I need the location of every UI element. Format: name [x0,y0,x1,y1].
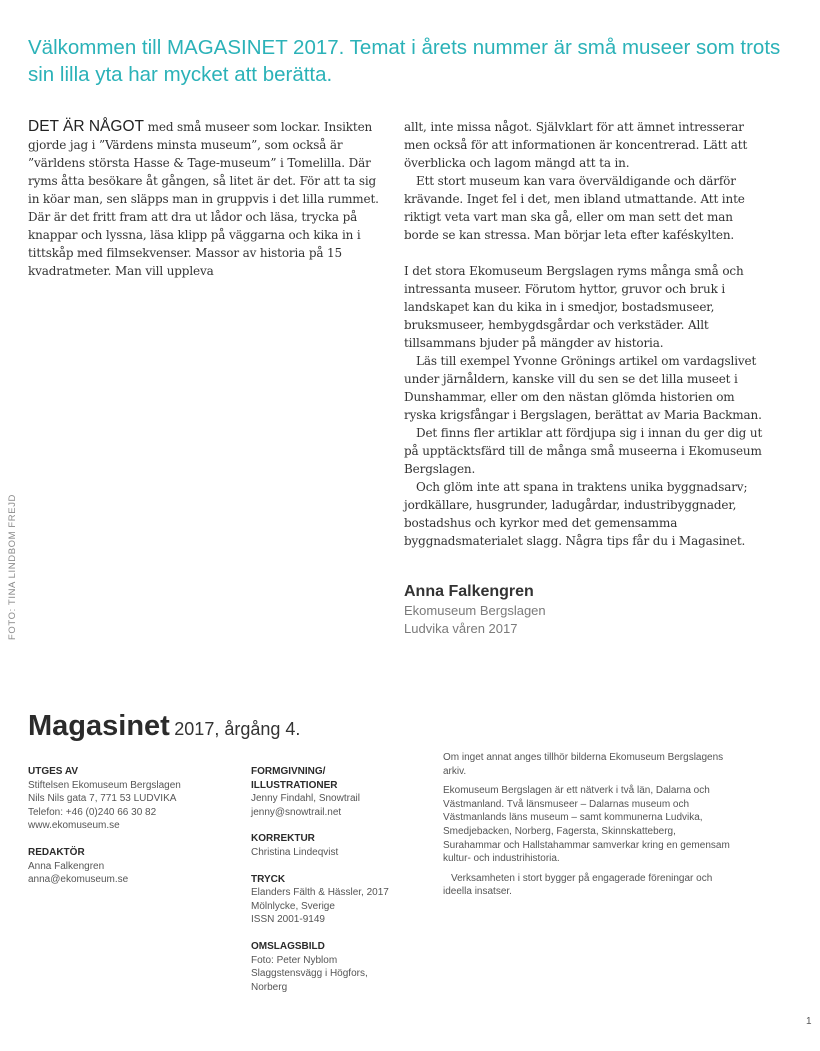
credits-line: Telefon: +46 (0)240 66 30 82 [28,806,157,818]
article-dropcap: DET ÄR NÅGOT [28,118,144,135]
article-column-left [28,118,390,280]
article-paragraph: Det finns fler artiklar att fördjupa sig i innan du ger dig ut på upptäcktsfärd till de många små museerna i Ekomuseum Bergslagen. [404,426,763,476]
about-paragraph: Verksamheten i stort bygger på engagerade föreningar och ideella insatser. [443,872,713,898]
credits-line: Christina Lindeqvist [251,846,339,858]
article-paragraph: Ett stort museum kan vara överväldigande och därför krävande. Inget fel i det, men ibland utmattande. Att inte riktigt veta vart man ska gå, eller om man sett det man borde se kan stressa. Man börjar leta efter kaféskylten. [404,174,745,242]
credits-column-1 [28,765,238,900]
credits-heading: OMSLAGSBILD [251,940,325,952]
credits-heading: ILLUSTRATIONER [251,779,338,791]
credits-line: Elanders Fälth & Hässler, 2017 [251,887,389,899]
article-paragraph: Och glöm inte att spana in traktens unika byggnadsarv; jordkällare, husgrunder, ladugårdar, industribyggnader, bostadshus och kyrkor med det gemensamma byggnadsmaterialet slagg. Några tips får du i Magasinet. [404,480,748,548]
credits-heading: REDAKTÖR [28,846,85,858]
credits-line: anna@ekomuseum.se [28,874,129,886]
masthead-name: Magasinet [28,710,170,742]
credits-heading: KORREKTUR [251,833,315,845]
signature-name: Anna Falkengren [404,583,534,600]
about-text [443,751,733,899]
signature-place-date: Ludvika våren 2017 [404,621,518,636]
credits-heading: UTGES AV [28,766,79,777]
credits-line: Foto: Peter Nyblom [251,954,338,966]
credits-column-2 [251,765,431,1007]
credits-line: Slaggstensvägg i Högfors, [251,968,368,980]
article-paragraph: I det stora Ekomuseum Bergslagen ryms många små och intressanta museer. Förutom hyttor, gruvor och bruk i landskapet kan du kika in i smedjor, bostadsmuseer, bruksmuseer, hembygdsgårdar och verkstäder. Allt tillsammans bjuder på mängder av historia. [404,264,744,350]
credits-line: Norberg [251,981,288,993]
credits-line: jenny@snowtrail.net [251,806,342,818]
credits-print [251,873,431,927]
masthead-title [28,710,300,743]
credits-line: Stiftelsen Ekomuseum Bergslagen [28,779,181,791]
credits-publisher [28,765,238,833]
masthead-year: 2017, årgång 4. [174,719,301,739]
credits-line: Anna Falkengren [28,860,105,872]
article-opening-paragraph [28,118,390,280]
credits-cover [251,940,431,994]
article-column-right [404,118,766,550]
credits-line: Mölnlycke, Sverige [251,900,335,912]
article-opening-text: med små museer som lockar. Insikten gjorde jag i ”Värdens minsta museum”, som också är ”världens största Hasse & Tage-museum” i Tomelilla. Där ryms åtta besökare åt gången, så litet är det. För att ta sig in köar man, sen släpps man in gruppvis i det lilla rummet. Där är det fritt fram att dra ut lådor och läsa, trycka på knappar och lyssna, läsa klipp på väggarna och kika in i tittskåp med filmsekvenser. Massor av historia på 15 kvadratmeter. Man vill uppleva [28,120,379,278]
intro-heading: Välkommen till MAGASINET 2017. Temat i årets nummer är små museer som trots sin lilla yta har mycket att berätta. [28,36,781,86]
about-paragraph: Om inget annat anges tillhör bilderna Ekomuseum Bergslagens arkiv. [443,752,724,777]
about-paragraph: Ekomuseum Bergslagen är ett nätverk i två län, Dalarna och Västmanland. Två länsmuseer – Dalarnas museum och Västmanlands läns museum – samt kommunerna Ludvika, Smedjebacken, Norberg, Fagersta, Skinnskatteberg, Surahammar och Hallstahammar samverkar kring en gemensam kultur- och industrihistoria. [443,785,730,865]
article-paragraph: allt, inte missa något. Självklart för att ämnet intresserar men också för att informationen är koncentrerad. Lätt att överblicka och lagom mängd att ta in. [404,120,748,170]
credits-editor [28,846,238,887]
article-paragraph: Läs till exempel Yvonne Grönings artikel om vardagslivet under järnåldern, kanske vill du sen se det lilla museet i Dunshammar, eller om den nästan glömda historien om ryska krigsfångar i Bergslagen, berättat av Maria Backman. [404,354,762,422]
credits-heading: TRYCK [251,873,286,885]
signature-org: Ekomuseum Bergslagen [404,603,546,618]
page-number: 1 [806,1016,812,1027]
credits-line: Jenny Findahl, Snowtrail [251,793,360,805]
credits-heading: FORMGIVNING/ [251,766,326,777]
credits-design [251,765,431,819]
credits-proofreading [251,832,431,859]
signature [404,582,546,638]
photo-credit: FOTO: TINA LINDBOM FREJD [7,493,18,640]
credits-line: ISSN 2001-9149 [251,914,325,926]
credits-line: Nils Nils gata 7, 771 53 LUDVIKA [28,793,177,805]
credits-line: www.ekomuseum.se [28,820,120,832]
